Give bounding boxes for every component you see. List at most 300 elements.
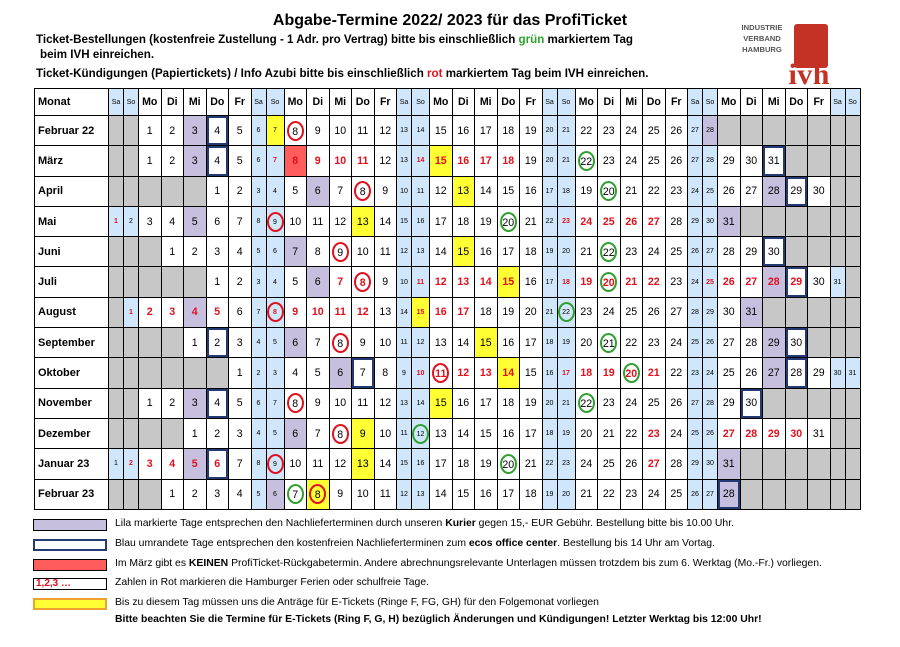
day-cell: 2 <box>206 418 229 448</box>
day-cell: 4 <box>206 116 229 146</box>
day-cell: 21 <box>520 449 543 479</box>
day-cell: 28 <box>718 479 741 509</box>
day-cell: 1 <box>206 267 229 297</box>
empty-cell <box>109 358 124 388</box>
day-cell: 17 <box>520 328 543 358</box>
day-cell: 4 <box>266 267 284 297</box>
weekday-header: Mo <box>718 89 741 116</box>
day-cell: 6 <box>284 328 307 358</box>
day-cell: 20 <box>575 328 598 358</box>
day-cell: 21 <box>575 237 598 267</box>
day-cell: 28 <box>740 328 763 358</box>
weekday-header: Mi <box>184 89 207 116</box>
empty-cell <box>808 146 831 176</box>
day-cell: 13 <box>352 449 375 479</box>
empty-cell <box>785 479 808 509</box>
day-cell: 27 <box>718 418 741 448</box>
day-cell: 14 <box>397 297 412 327</box>
logo-mark: ivh <box>788 58 830 91</box>
empty-cell <box>845 146 860 176</box>
day-cell: 28 <box>763 267 786 297</box>
day-cell: 22 <box>542 449 557 479</box>
day-cell: 24 <box>620 116 643 146</box>
empty-cell <box>785 388 808 418</box>
day-cell: 16 <box>475 237 498 267</box>
day-cell: 20 <box>557 479 575 509</box>
month-row <box>35 328 861 358</box>
day-cell: 10 <box>397 176 412 206</box>
day-cell: 25 <box>688 328 703 358</box>
day-cell: 27 <box>688 388 703 418</box>
day-cell: 7 <box>229 449 252 479</box>
day-cell: 15 <box>430 146 453 176</box>
day-cell: 5 <box>184 449 207 479</box>
day-cell: 15 <box>452 479 475 509</box>
empty-cell <box>109 267 124 297</box>
day-cell: 13 <box>397 146 412 176</box>
day-cell: 28 <box>740 418 763 448</box>
month-row <box>35 388 861 418</box>
day-cell: 2 <box>184 479 207 509</box>
day-cell: 1 <box>161 479 184 509</box>
page-title: Abgabe-Termine 2022/ 2023 für das ProfiTicket <box>272 12 628 29</box>
empty-cell <box>808 297 831 327</box>
day-cell: 23 <box>643 328 666 358</box>
legend-swatch <box>33 578 107 590</box>
day-cell: 29 <box>785 267 808 297</box>
empty-cell <box>808 237 831 267</box>
empty-cell <box>785 449 808 479</box>
empty-cell <box>845 267 860 297</box>
day-cell: 9 <box>374 176 397 206</box>
empty-cell <box>139 418 162 448</box>
empty-cell <box>161 418 184 448</box>
day-cell: 29 <box>740 237 763 267</box>
weekday-header: Sa <box>109 89 124 116</box>
weekday-header: Mo <box>430 89 453 116</box>
day-cell: 31 <box>808 418 831 448</box>
day-cell: 25 <box>643 146 666 176</box>
day-cell: 28 <box>703 388 718 418</box>
day-cell: 31 <box>830 267 845 297</box>
day-cell: 4 <box>161 206 184 236</box>
empty-cell <box>808 479 831 509</box>
day-cell: 14 <box>374 449 397 479</box>
day-cell: 16 <box>412 206 430 236</box>
day-cell: 30 <box>740 146 763 176</box>
day-cell: 21 <box>557 146 575 176</box>
day-cell: 7 <box>266 146 284 176</box>
day-cell: 30 <box>703 206 718 236</box>
weekday-header: So <box>266 89 284 116</box>
day-cell: 16 <box>452 388 475 418</box>
empty-cell <box>109 176 124 206</box>
weekday-header: So <box>703 89 718 116</box>
empty-cell <box>830 146 845 176</box>
day-cell: 22 <box>643 176 666 206</box>
red-deadline-circle: 9 <box>267 454 284 474</box>
empty-cell <box>109 418 124 448</box>
day-cell: 17 <box>497 479 520 509</box>
day-cell: 19 <box>598 358 621 388</box>
day-cell: 16 <box>412 449 430 479</box>
day-cell <box>598 176 621 206</box>
day-cell: 15 <box>520 358 543 388</box>
legend-text-part: ProfiTicket-Rückgabetermin. Andere abrechnungsrelevante Unterlagen müssen trotzdem bis zum 6. Werktag (Mo.-Fr.) vorliegen. <box>228 558 822 569</box>
day-cell: 29 <box>718 146 741 176</box>
empty-cell <box>785 206 808 236</box>
legend-text-part: Blau umrandete Tage entsprechen den kostenfreien Nachlieferterminen zum <box>115 538 469 549</box>
empty-cell <box>763 388 786 418</box>
day-cell: 2 <box>124 206 139 236</box>
day-cell: 15 <box>497 176 520 206</box>
empty-cell <box>124 388 139 418</box>
day-cell: 23 <box>688 358 703 388</box>
day-cell: 27 <box>688 146 703 176</box>
empty-cell <box>139 328 162 358</box>
red-deadline-circle: 11 <box>432 363 449 383</box>
empty-cell <box>830 176 845 206</box>
empty-cell <box>740 116 763 146</box>
day-cell: 25 <box>598 206 621 236</box>
empty-cell <box>124 116 139 146</box>
weekday-header: Di <box>598 89 621 116</box>
day-cell: 26 <box>718 176 741 206</box>
day-cell: 7 <box>284 237 307 267</box>
day-cell: 26 <box>665 116 688 146</box>
day-cell: 19 <box>557 418 575 448</box>
empty-cell <box>161 267 184 297</box>
day-cell: 31 <box>718 449 741 479</box>
empty-cell <box>718 116 741 146</box>
day-cell: 10 <box>352 479 375 509</box>
day-cell: 18 <box>542 328 557 358</box>
day-cell: 14 <box>412 116 430 146</box>
day-cell: 11 <box>412 176 430 206</box>
month-row <box>35 449 861 479</box>
empty-cell <box>184 176 207 206</box>
day-cell: 23 <box>557 206 575 236</box>
weekday-header: Do <box>497 89 520 116</box>
empty-cell <box>161 176 184 206</box>
empty-cell <box>808 206 831 236</box>
day-cell: 6 <box>284 418 307 448</box>
day-cell <box>307 479 330 509</box>
day-cell: 13 <box>374 297 397 327</box>
day-cell: 23 <box>575 297 598 327</box>
day-cell: 24 <box>665 328 688 358</box>
day-cell: 11 <box>307 206 330 236</box>
day-cell: 18 <box>557 267 575 297</box>
day-cell: 24 <box>620 388 643 418</box>
empty-cell <box>785 146 808 176</box>
day-cell: 3 <box>229 328 252 358</box>
green-deadline-circle: 7 <box>287 484 304 504</box>
day-cell: 6 <box>206 449 229 479</box>
day-cell: 27 <box>688 116 703 146</box>
day-cell: 21 <box>643 358 666 388</box>
day-cell: 21 <box>557 116 575 146</box>
weekday-header: Mo <box>139 89 162 116</box>
day-cell: 10 <box>352 237 375 267</box>
day-cell: 27 <box>665 297 688 327</box>
day-cell: 15 <box>475 328 498 358</box>
day-cell: 22 <box>542 206 557 236</box>
day-cell: 29 <box>808 358 831 388</box>
day-cell: 10 <box>374 328 397 358</box>
day-cell: 1 <box>139 146 162 176</box>
day-cell: 2 <box>229 267 252 297</box>
day-cell: 24 <box>688 176 703 206</box>
month-label: März <box>35 146 109 176</box>
day-cell: 18 <box>542 418 557 448</box>
day-cell: 19 <box>475 449 498 479</box>
day-cell: 2 <box>229 176 252 206</box>
legend-swatch <box>33 598 107 610</box>
empty-cell <box>808 388 831 418</box>
day-cell: 2 <box>161 146 184 176</box>
weekday-header: So <box>124 89 139 116</box>
day-cell <box>266 297 284 327</box>
day-cell: 3 <box>139 449 162 479</box>
day-cell: 10 <box>374 418 397 448</box>
day-cell: 7 <box>352 358 375 388</box>
legend-text <box>115 518 734 529</box>
weekday-header: Mi <box>475 89 498 116</box>
day-cell: 28 <box>688 297 703 327</box>
day-cell: 29 <box>763 418 786 448</box>
empty-cell <box>139 358 162 388</box>
weekday-header: Mi <box>763 89 786 116</box>
day-cell: 17 <box>520 418 543 448</box>
intro-line-2: beim IVH einreichen. <box>40 48 155 61</box>
weekday-header: So <box>845 89 860 116</box>
day-cell: 11 <box>352 116 375 146</box>
day-cell: 2 <box>161 116 184 146</box>
day-cell: 30 <box>785 328 808 358</box>
day-cell: 10 <box>329 146 352 176</box>
day-cell: 22 <box>575 116 598 146</box>
day-cell: 9 <box>307 146 330 176</box>
day-cell: 7 <box>251 297 266 327</box>
day-cell: 15 <box>430 388 453 418</box>
intro-red-word: rot <box>427 67 443 80</box>
legend-text-bold: KEINEN <box>188 558 229 569</box>
day-cell <box>329 418 352 448</box>
day-cell: 13 <box>475 358 498 388</box>
day-cell: 5 <box>229 116 252 146</box>
day-cell: 13 <box>397 116 412 146</box>
empty-cell <box>139 237 162 267</box>
day-cell: 13 <box>352 206 375 236</box>
day-cell: 13 <box>412 237 430 267</box>
day-cell <box>266 449 284 479</box>
day-cell: 2 <box>184 237 207 267</box>
day-cell: 29 <box>703 297 718 327</box>
day-cell: 14 <box>430 479 453 509</box>
legend-text <box>115 538 715 549</box>
day-cell: 26 <box>620 206 643 236</box>
day-cell: 26 <box>665 146 688 176</box>
day-cell: 22 <box>643 267 666 297</box>
day-cell: 28 <box>665 449 688 479</box>
day-cell: 25 <box>665 479 688 509</box>
day-cell: 27 <box>703 479 718 509</box>
day-cell: 12 <box>397 479 412 509</box>
day-cell: 18 <box>557 176 575 206</box>
empty-cell <box>124 328 139 358</box>
day-cell: 10 <box>329 116 352 146</box>
day-cell: 17 <box>430 449 453 479</box>
day-cell: 5 <box>229 146 252 176</box>
empty-cell <box>830 116 845 146</box>
day-cell: 12 <box>397 237 412 267</box>
weekday-header: Di <box>452 89 475 116</box>
day-cell: 14 <box>475 176 498 206</box>
empty-cell <box>763 206 786 236</box>
day-cell: 12 <box>329 449 352 479</box>
day-cell: 23 <box>598 146 621 176</box>
schedule-calendar-table <box>34 88 861 510</box>
day-cell: 28 <box>785 358 808 388</box>
day-cell: 7 <box>266 116 284 146</box>
empty-cell <box>845 388 860 418</box>
empty-cell <box>845 176 860 206</box>
empty-cell <box>785 116 808 146</box>
day-cell: 13 <box>430 418 453 448</box>
empty-cell <box>124 358 139 388</box>
day-cell: 30 <box>808 267 831 297</box>
weekday-header: Sa <box>830 89 845 116</box>
day-cell: 27 <box>763 358 786 388</box>
month-label: Oktober <box>35 358 109 388</box>
month-row <box>35 176 861 206</box>
day-cell: 13 <box>397 388 412 418</box>
month-label: Februar 23 <box>35 479 109 509</box>
weekday-header: Di <box>740 89 763 116</box>
intro-text: markiertem Tag beim IVH einreichen. <box>442 67 649 80</box>
day-cell <box>352 267 375 297</box>
empty-cell <box>808 116 831 146</box>
day-cell: 7 <box>307 418 330 448</box>
empty-cell <box>109 388 124 418</box>
day-cell: 14 <box>412 146 430 176</box>
month-row <box>35 297 861 327</box>
month-label: April <box>35 176 109 206</box>
legend-swatch <box>33 519 107 531</box>
legend-text <box>115 597 599 608</box>
day-cell: 11 <box>412 267 430 297</box>
ivh-logo <box>734 22 830 91</box>
day-cell: 7 <box>229 206 252 236</box>
month-label: November <box>35 388 109 418</box>
day-cell: 12 <box>374 146 397 176</box>
day-cell: 9 <box>374 267 397 297</box>
day-cell: 21 <box>620 267 643 297</box>
month-label: Februar 22 <box>35 116 109 146</box>
day-cell: 19 <box>520 116 543 146</box>
day-cell: 11 <box>352 146 375 176</box>
day-cell: 18 <box>520 479 543 509</box>
day-cell: 27 <box>643 449 666 479</box>
day-cell: 24 <box>643 237 666 267</box>
day-cell: 30 <box>763 237 786 267</box>
day-cell: 3 <box>184 146 207 176</box>
day-cell: 25 <box>620 297 643 327</box>
day-cell: 24 <box>575 449 598 479</box>
day-cell: 24 <box>643 479 666 509</box>
day-cell: 12 <box>430 176 453 206</box>
day-cell: 9 <box>352 418 375 448</box>
day-cell: 9 <box>284 297 307 327</box>
empty-cell <box>845 206 860 236</box>
day-cell: 27 <box>643 206 666 236</box>
day-cell: 19 <box>542 479 557 509</box>
day-cell: 10 <box>412 358 430 388</box>
weekday-header: So <box>412 89 430 116</box>
empty-cell <box>740 206 763 236</box>
day-cell: 19 <box>542 237 557 267</box>
day-cell: 17 <box>475 116 498 146</box>
day-cell <box>598 328 621 358</box>
day-cell: 28 <box>703 116 718 146</box>
empty-cell <box>109 479 124 509</box>
day-cell: 26 <box>620 449 643 479</box>
empty-cell <box>740 479 763 509</box>
day-cell: 18 <box>497 388 520 418</box>
day-cell: 16 <box>520 176 543 206</box>
day-cell: 25 <box>598 449 621 479</box>
legend-text-part: gegen 15,- EUR Gebühr. Bestellung bitte bis 10.00 Uhr. <box>475 518 734 529</box>
weekday-header: Fr <box>374 89 397 116</box>
empty-cell <box>845 328 860 358</box>
day-cell: 27 <box>703 237 718 267</box>
empty-cell <box>139 176 162 206</box>
day-cell <box>430 358 453 388</box>
legend-text-part: . Bestellung bis 14 Uhr am Vortag. <box>557 538 715 549</box>
day-cell: 29 <box>763 328 786 358</box>
day-cell: 18 <box>497 146 520 176</box>
day-cell <box>329 328 352 358</box>
empty-cell <box>763 449 786 479</box>
day-cell <box>620 358 643 388</box>
day-cell: 11 <box>352 388 375 418</box>
day-cell: 24 <box>575 206 598 236</box>
day-cell <box>412 418 430 448</box>
day-cell <box>284 388 307 418</box>
day-cell: 24 <box>703 358 718 388</box>
day-cell: 4 <box>184 297 207 327</box>
day-cell: 11 <box>374 479 397 509</box>
day-cell: 6 <box>251 146 266 176</box>
day-cell: 13 <box>430 328 453 358</box>
day-cell: 29 <box>688 206 703 236</box>
legend-text-part: Zahlen in Rot markieren die Hamburger Ferien oder schulfreie Tage. <box>115 577 429 588</box>
empty-cell <box>161 328 184 358</box>
day-cell: 23 <box>557 449 575 479</box>
empty-cell <box>184 267 207 297</box>
day-cell: 20 <box>542 116 557 146</box>
day-cell <box>557 297 575 327</box>
day-cell <box>329 237 352 267</box>
day-cell: 26 <box>665 388 688 418</box>
day-cell: 18 <box>497 116 520 146</box>
day-cell: 16 <box>475 479 498 509</box>
day-cell: 6 <box>266 479 284 509</box>
empty-cell <box>845 449 860 479</box>
day-cell: 27 <box>718 328 741 358</box>
day-cell: 12 <box>412 328 430 358</box>
